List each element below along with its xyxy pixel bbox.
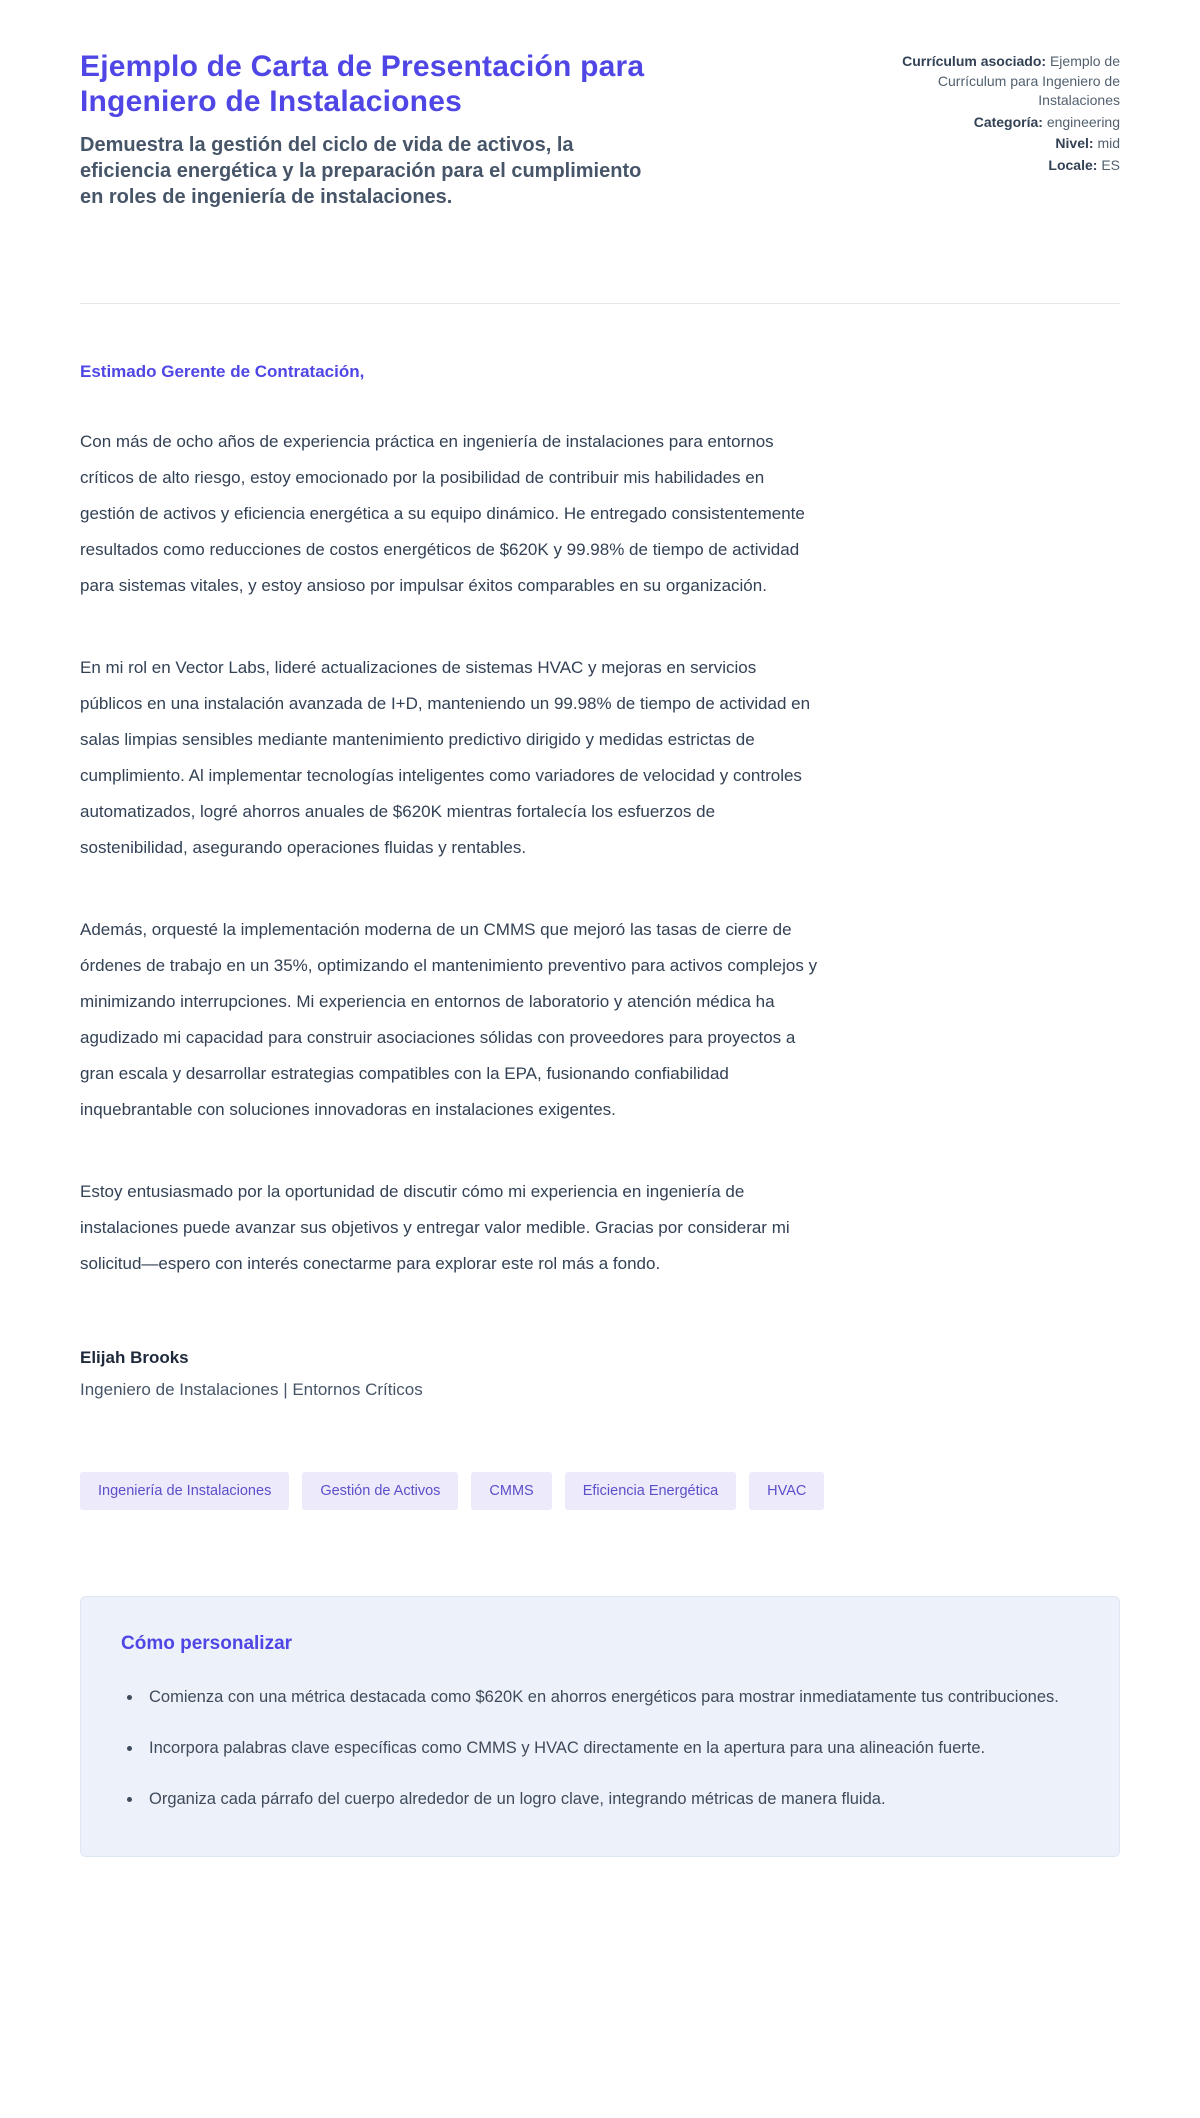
meta-value: mid — [1097, 135, 1120, 152]
personalize-title: Cómo personalizar — [121, 1632, 293, 1654]
personalize-bullet: • Incorpora palabras clave específicas como CMMS y HVAC directamente en la apertura para una alineación fuerte. — [143, 1732, 1079, 1765]
tag-chip[interactable]: CMMS — [471, 1472, 551, 1510]
letter-paragraph: En mi rol en Vector Labs, lideré actualizaciones de sistemas HVAC y mejoras en servicios públicos en una instalación avanzada de I+D, manteniendo un 99.98% de tiempo de actividad en salas limpias sensibles mediante mantenimiento predictivo dirigido y medidas estrictas de cumplimiento. Al implementar tecnologías inteligentes como variadores de velocidad y controles automatizados, logré ahorros anuales de $620K mientras fortalecía los esfuerzos de sostenibilidad, asegurando operaciones fluidas y rentables. — [80, 657, 811, 857]
meta-value: engineering — [1046, 113, 1120, 130]
letter-paragraph: Con más de ocho años de experiencia práctica en ingeniería de instalaciones para entornos críticos de alto riesgo, estoy emocionado por la posibilidad de contribuir mis habilidades en gestión de activos y eficiencia energética a su equipo dinámico. He entregado consistentemente resultados como reducciones de costos energéticos de $620K y 99.98% de tiempo de actividad para sistemas vitales, y estoy ansioso por impulsar éxitos comparables en su organización. — [80, 431, 805, 595]
meta-label: Locale: — [1048, 156, 1098, 173]
meta-label: Nivel: — [1055, 135, 1094, 152]
page-subtitle: Demuestra la gestión del ciclo de vida de activos, la eficiencia energética y la preparación para el cumplimiento en roles de ingeniería de instalaciones. — [80, 133, 642, 209]
tag-chip[interactable]: Gestión de Activos — [302, 1472, 458, 1510]
letter-greeting: Estimado Gerente de Contratación, — [80, 361, 365, 381]
divider — [80, 303, 1120, 304]
meta-row-locale — [870, 156, 1120, 176]
letter-paragraph: Estoy entusiasmado por la oportunidad de discutir cómo mi experiencia en ingeniería de instalaciones puede avanzar sus objetivos y entregar valor medible. Gracias por considerar mi solicitud—espero con interés conectarme para explorar este rol más a fondo. — [80, 1181, 790, 1273]
header — [80, 50, 1120, 211]
personalize-list — [121, 1681, 1079, 1816]
meta-label: Categoría: — [973, 113, 1043, 130]
header-left — [80, 50, 665, 211]
signature-block — [80, 1348, 1120, 1400]
letter-paragraph: Además, orquesté la implementación moderna de un CMMS que mejoró las tasas de cierre de órdenes de trabajo en un 35%, optimizando el mantenimiento preventivo para activos complejos y minimizando interrupciones. Mi experiencia en entornos de laboratorio y atención médica ha agudizado mi capacidad para construir asociaciones sólidas con proveedores para proyectos a gran escala y desarrollar estrategias compatibles con la EPA, fusionando confiabilidad inquebrantable con soluciones innovadoras en instalaciones exigentes. — [80, 919, 818, 1119]
meta-row-category — [870, 113, 1120, 133]
personalize-bullet: • Organiza cada párrafo del cuerpo alrededor de un logro clave, integrando métricas de manera fluida. — [143, 1783, 1079, 1816]
page-title: Ejemplo de Carta de Presentación para Ingeniero de Instalaciones — [80, 50, 645, 118]
meta-value: Ejemplo de Currículum para Ingeniero de Instalaciones — [937, 53, 1120, 109]
personalize-box — [80, 1596, 1120, 1857]
meta-row-level — [870, 134, 1120, 154]
header-meta — [870, 50, 1120, 178]
tag-chip[interactable]: Eficiencia Energética — [565, 1472, 736, 1510]
content-container — [80, 0, 1120, 1917]
tag-chip[interactable]: Ingeniería de Instalaciones — [80, 1472, 289, 1510]
signature-role: Ingeniero de Instalaciones | Entornos Críticos — [80, 1379, 423, 1399]
tag-list — [80, 1472, 1120, 1510]
meta-value: ES — [1101, 156, 1120, 173]
personalize-bullet: • Comienza con una métrica destacada como $620K en ahorros energéticos para mostrar inmediatamente tus contribuciones. — [143, 1681, 1079, 1714]
cover-letter — [80, 362, 1120, 1400]
signature-name: Elijah Brooks — [80, 1347, 189, 1367]
tag-chip[interactable]: HVAC — [749, 1472, 824, 1510]
meta-row-curriculum — [870, 52, 1120, 111]
meta-label: Currículum asociado: — [902, 53, 1047, 69]
